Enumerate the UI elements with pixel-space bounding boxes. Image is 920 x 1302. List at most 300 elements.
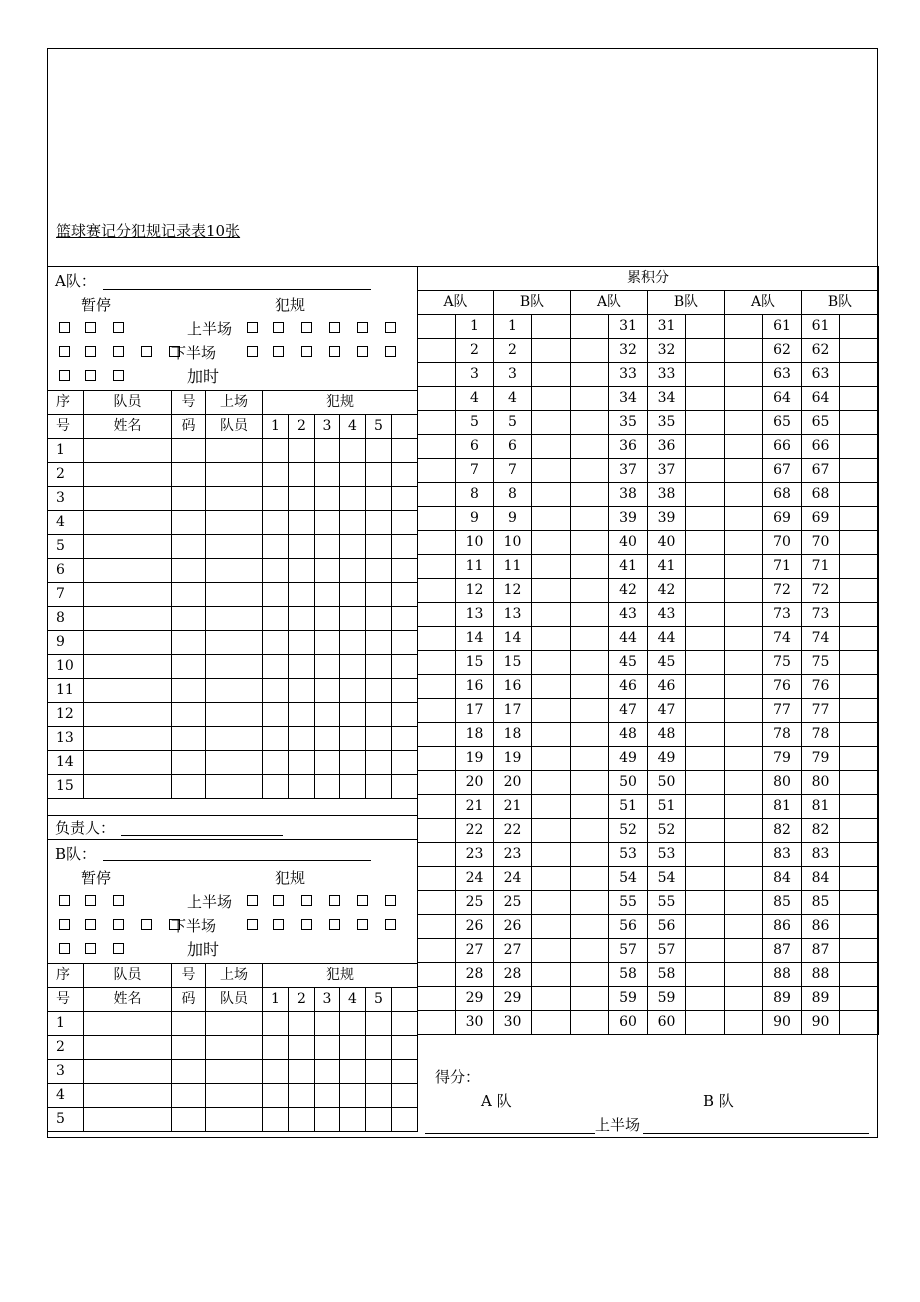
entry-cell[interactable] [289,607,315,631]
mark-cell[interactable] [840,819,879,843]
entry-cell[interactable] [263,463,289,487]
mark-cell[interactable] [725,339,763,363]
entry-cell[interactable] [289,703,315,727]
mark-cell[interactable] [725,867,763,891]
mark-cell[interactable] [840,579,879,603]
entry-cell[interactable] [315,655,340,679]
mark-cell[interactable] [725,363,763,387]
entry-cell[interactable] [206,463,263,487]
entry-cell[interactable] [84,511,172,535]
entry-cell[interactable] [263,511,289,535]
checkbox[interactable] [273,346,284,357]
mark-cell[interactable] [418,843,456,867]
mark-cell[interactable] [571,411,609,435]
entry-cell[interactable] [340,631,366,655]
entry-cell[interactable] [366,1036,392,1060]
entry-cell[interactable] [392,535,418,559]
entry-cell[interactable] [392,631,418,655]
mark-cell[interactable] [532,987,571,1011]
mark-cell[interactable] [725,531,763,555]
entry-cell[interactable] [366,559,392,583]
mark-cell[interactable] [840,435,879,459]
entry-cell[interactable] [206,535,263,559]
mark-cell[interactable] [686,387,725,411]
mark-cell[interactable] [725,483,763,507]
mark-cell[interactable] [725,651,763,675]
mark-cell[interactable] [686,483,725,507]
entry-cell[interactable] [172,583,206,607]
mark-cell[interactable] [418,675,456,699]
entry-cell[interactable] [315,463,340,487]
mark-cell[interactable] [725,603,763,627]
entry-cell[interactable] [340,535,366,559]
mark-cell[interactable] [686,603,725,627]
entry-cell[interactable] [289,583,315,607]
mark-cell[interactable] [571,507,609,531]
mark-cell[interactable] [532,867,571,891]
mark-cell[interactable] [418,819,456,843]
entry-cell[interactable] [340,583,366,607]
mark-cell[interactable] [532,723,571,747]
entry-cell[interactable] [289,775,315,799]
mark-cell[interactable] [418,747,456,771]
entry-cell[interactable] [263,703,289,727]
checkbox[interactable] [357,895,368,906]
mark-cell[interactable] [571,699,609,723]
mark-cell[interactable] [532,339,571,363]
entry-cell[interactable] [263,775,289,799]
mark-cell[interactable] [840,363,879,387]
mark-cell[interactable] [532,363,571,387]
mark-cell[interactable] [725,435,763,459]
entry-cell[interactable] [84,1108,172,1132]
entry-cell[interactable] [289,655,315,679]
checkbox[interactable] [85,919,96,930]
entry-cell[interactable] [84,607,172,631]
mark-cell[interactable] [725,747,763,771]
entry-cell[interactable] [289,631,315,655]
mark-cell[interactable] [686,747,725,771]
entry-cell[interactable] [206,1060,263,1084]
entry-cell[interactable] [289,751,315,775]
mark-cell[interactable] [532,795,571,819]
mark-cell[interactable] [725,627,763,651]
entry-cell[interactable] [315,535,340,559]
mark-cell[interactable] [840,411,879,435]
entry-cell[interactable] [84,775,172,799]
entry-cell[interactable] [263,631,289,655]
mark-cell[interactable] [418,555,456,579]
mark-cell[interactable] [571,819,609,843]
mark-cell[interactable] [686,867,725,891]
entry-cell[interactable] [206,679,263,703]
entry-cell[interactable] [366,751,392,775]
entry-cell[interactable] [392,703,418,727]
entry-cell[interactable] [172,631,206,655]
mark-cell[interactable] [686,579,725,603]
mark-cell[interactable] [686,963,725,987]
entry-cell[interactable] [392,1060,418,1084]
mark-cell[interactable] [571,315,609,339]
mark-cell[interactable] [571,963,609,987]
mark-cell[interactable] [686,723,725,747]
entry-cell[interactable] [315,775,340,799]
mark-cell[interactable] [725,795,763,819]
mark-cell[interactable] [725,819,763,843]
entry-cell[interactable] [340,1036,366,1060]
mark-cell[interactable] [686,363,725,387]
entry-cell[interactable] [315,1108,340,1132]
entry-cell[interactable] [340,463,366,487]
entry-cell[interactable] [315,631,340,655]
entry-cell[interactable] [315,1036,340,1060]
mark-cell[interactable] [725,723,763,747]
mark-cell[interactable] [840,603,879,627]
entry-cell[interactable] [263,559,289,583]
mark-cell[interactable] [840,339,879,363]
entry-cell[interactable] [172,439,206,463]
mark-cell[interactable] [725,579,763,603]
checkbox[interactable] [169,919,180,930]
checkbox[interactable] [329,322,340,333]
mark-cell[interactable] [571,555,609,579]
mark-cell[interactable] [686,915,725,939]
entry-cell[interactable] [206,703,263,727]
entry-cell[interactable] [263,1108,289,1132]
mark-cell[interactable] [725,987,763,1011]
entry-cell[interactable] [289,1012,315,1036]
entry-cell[interactable] [366,439,392,463]
mark-cell[interactable] [840,987,879,1011]
entry-cell[interactable] [84,583,172,607]
mark-cell[interactable] [686,315,725,339]
entry-cell[interactable] [172,487,206,511]
mark-cell[interactable] [418,435,456,459]
entry-cell[interactable] [84,439,172,463]
entry-cell[interactable] [206,631,263,655]
mark-cell[interactable] [418,723,456,747]
entry-cell[interactable] [84,631,172,655]
mark-cell[interactable] [571,891,609,915]
mark-cell[interactable] [532,651,571,675]
entry-cell[interactable] [84,751,172,775]
entry-cell[interactable] [315,439,340,463]
mark-cell[interactable] [840,843,879,867]
entry-cell[interactable] [340,487,366,511]
mark-cell[interactable] [686,459,725,483]
entry-cell[interactable] [315,607,340,631]
mark-cell[interactable] [571,723,609,747]
mark-cell[interactable] [418,459,456,483]
mark-cell[interactable] [725,915,763,939]
checkbox[interactable] [301,895,312,906]
checkbox[interactable] [113,346,124,357]
mark-cell[interactable] [840,507,879,531]
entry-cell[interactable] [263,607,289,631]
entry-cell[interactable] [172,559,206,583]
entry-cell[interactable] [340,679,366,703]
entry-cell[interactable] [263,439,289,463]
entry-cell[interactable] [366,1060,392,1084]
mark-cell[interactable] [686,699,725,723]
mark-cell[interactable] [725,699,763,723]
mark-cell[interactable] [840,867,879,891]
mark-cell[interactable] [725,387,763,411]
entry-cell[interactable] [315,583,340,607]
checkbox[interactable] [59,322,70,333]
checkbox[interactable] [385,919,396,930]
entry-cell[interactable] [366,775,392,799]
entry-cell[interactable] [340,751,366,775]
mark-cell[interactable] [686,507,725,531]
mark-cell[interactable] [571,363,609,387]
checkbox[interactable] [113,370,124,381]
entry-cell[interactable] [172,727,206,751]
entry-cell[interactable] [206,1084,263,1108]
checkbox[interactable] [385,322,396,333]
mark-cell[interactable] [840,1011,879,1035]
mark-cell[interactable] [532,555,571,579]
entry-cell[interactable] [340,655,366,679]
checkbox[interactable] [113,919,124,930]
checkbox[interactable] [85,346,96,357]
entry-cell[interactable] [340,1108,366,1132]
mark-cell[interactable] [571,675,609,699]
mark-cell[interactable] [571,459,609,483]
checkbox[interactable] [329,919,340,930]
mark-cell[interactable] [840,675,879,699]
entry-cell[interactable] [315,559,340,583]
mark-cell[interactable] [418,315,456,339]
entry-cell[interactable] [366,1108,392,1132]
mark-cell[interactable] [686,987,725,1011]
mark-cell[interactable] [532,459,571,483]
entry-cell[interactable] [289,487,315,511]
entry-cell[interactable] [172,1036,206,1060]
mark-cell[interactable] [418,579,456,603]
entry-cell[interactable] [289,1060,315,1084]
entry-cell[interactable] [315,1012,340,1036]
mark-cell[interactable] [532,819,571,843]
entry-cell[interactable] [263,487,289,511]
mark-cell[interactable] [840,723,879,747]
entry-cell[interactable] [206,775,263,799]
mark-cell[interactable] [725,411,763,435]
mark-cell[interactable] [571,603,609,627]
checkbox[interactable] [169,346,180,357]
entry-cell[interactable] [84,703,172,727]
entry-cell[interactable] [263,1036,289,1060]
mark-cell[interactable] [725,1011,763,1035]
entry-cell[interactable] [366,679,392,703]
entry-cell[interactable] [392,463,418,487]
mark-cell[interactable] [571,387,609,411]
entry-cell[interactable] [84,1012,172,1036]
mark-cell[interactable] [840,627,879,651]
checkbox[interactable] [247,895,258,906]
mark-cell[interactable] [686,771,725,795]
entry-cell[interactable] [392,511,418,535]
mark-cell[interactable] [686,339,725,363]
mark-cell[interactable] [532,507,571,531]
entry-cell[interactable] [206,751,263,775]
mark-cell[interactable] [418,387,456,411]
mark-cell[interactable] [532,699,571,723]
mark-cell[interactable] [725,675,763,699]
entry-cell[interactable] [172,751,206,775]
mark-cell[interactable] [686,531,725,555]
mark-cell[interactable] [840,795,879,819]
checkbox[interactable] [59,919,70,930]
mark-cell[interactable] [840,531,879,555]
mark-cell[interactable] [532,579,571,603]
entry-cell[interactable] [263,727,289,751]
mark-cell[interactable] [532,963,571,987]
entry-cell[interactable] [263,535,289,559]
mark-cell[interactable] [840,963,879,987]
checkbox[interactable] [59,370,70,381]
entry-cell[interactable] [172,655,206,679]
checkbox[interactable] [273,322,284,333]
mark-cell[interactable] [840,939,879,963]
mark-cell[interactable] [571,651,609,675]
checkbox[interactable] [273,895,284,906]
mark-cell[interactable] [532,531,571,555]
entry-cell[interactable] [172,679,206,703]
entry-cell[interactable] [206,511,263,535]
team-a-name-line[interactable] [103,289,371,290]
entry-cell[interactable] [206,607,263,631]
entry-cell[interactable] [392,655,418,679]
entry-cell[interactable] [392,607,418,631]
checkbox[interactable] [357,322,368,333]
mark-cell[interactable] [686,411,725,435]
entry-cell[interactable] [392,559,418,583]
mark-cell[interactable] [418,771,456,795]
mark-cell[interactable] [418,867,456,891]
mark-cell[interactable] [532,915,571,939]
entry-cell[interactable] [84,487,172,511]
entry-cell[interactable] [172,775,206,799]
entry-cell[interactable] [366,703,392,727]
mark-cell[interactable] [532,411,571,435]
mark-cell[interactable] [571,627,609,651]
checkbox[interactable] [385,895,396,906]
entry-cell[interactable] [315,511,340,535]
mark-cell[interactable] [532,771,571,795]
manager-line[interactable] [121,835,283,836]
entry-cell[interactable] [392,727,418,751]
mark-cell[interactable] [532,843,571,867]
mark-cell[interactable] [571,843,609,867]
entry-cell[interactable] [315,751,340,775]
entry-cell[interactable] [340,511,366,535]
entry-cell[interactable] [315,1084,340,1108]
entry-cell[interactable] [172,1084,206,1108]
entry-cell[interactable] [340,559,366,583]
mark-cell[interactable] [418,339,456,363]
checkbox[interactable] [385,346,396,357]
entry-cell[interactable] [172,535,206,559]
entry-cell[interactable] [206,655,263,679]
mark-cell[interactable] [418,891,456,915]
entry-cell[interactable] [84,559,172,583]
entry-cell[interactable] [263,583,289,607]
entry-cell[interactable] [263,1012,289,1036]
mark-cell[interactable] [840,747,879,771]
mark-cell[interactable] [418,411,456,435]
checkbox[interactable] [273,919,284,930]
mark-cell[interactable] [532,603,571,627]
entry-cell[interactable] [289,1036,315,1060]
mark-cell[interactable] [571,795,609,819]
entry-cell[interactable] [366,655,392,679]
mark-cell[interactable] [725,771,763,795]
entry-cell[interactable] [289,511,315,535]
checkbox[interactable] [59,943,70,954]
mark-cell[interactable] [840,459,879,483]
mark-cell[interactable] [532,435,571,459]
entry-cell[interactable] [263,1084,289,1108]
mark-cell[interactable] [725,963,763,987]
checkbox[interactable] [141,346,152,357]
mark-cell[interactable] [686,675,725,699]
mark-cell[interactable] [418,1011,456,1035]
entry-cell[interactable] [172,703,206,727]
entry-cell[interactable] [172,511,206,535]
entry-cell[interactable] [172,1060,206,1084]
checkbox[interactable] [301,919,312,930]
mark-cell[interactable] [725,843,763,867]
entry-cell[interactable] [206,439,263,463]
mark-cell[interactable] [418,627,456,651]
entry-cell[interactable] [172,1012,206,1036]
mark-cell[interactable] [725,891,763,915]
mark-cell[interactable] [532,1011,571,1035]
entry-cell[interactable] [206,1108,263,1132]
mark-cell[interactable] [686,939,725,963]
entry-cell[interactable] [366,1084,392,1108]
entry-cell[interactable] [289,559,315,583]
checkbox[interactable] [247,346,258,357]
entry-cell[interactable] [392,583,418,607]
entry-cell[interactable] [206,1012,263,1036]
entry-cell[interactable] [263,679,289,703]
mark-cell[interactable] [571,987,609,1011]
mark-cell[interactable] [418,699,456,723]
mark-cell[interactable] [532,315,571,339]
mark-cell[interactable] [532,675,571,699]
entry-cell[interactable] [289,679,315,703]
entry-cell[interactable] [263,655,289,679]
mark-cell[interactable] [686,555,725,579]
mark-cell[interactable] [418,531,456,555]
checkbox[interactable] [113,322,124,333]
checkbox[interactable] [247,322,258,333]
entry-cell[interactable] [172,463,206,487]
entry-cell[interactable] [392,751,418,775]
mark-cell[interactable] [571,531,609,555]
mark-cell[interactable] [418,603,456,627]
mark-cell[interactable] [571,435,609,459]
mark-cell[interactable] [686,891,725,915]
entry-cell[interactable] [366,487,392,511]
entry-cell[interactable] [366,727,392,751]
checkbox[interactable] [113,943,124,954]
mark-cell[interactable] [725,555,763,579]
entry-cell[interactable] [84,535,172,559]
mark-cell[interactable] [418,795,456,819]
